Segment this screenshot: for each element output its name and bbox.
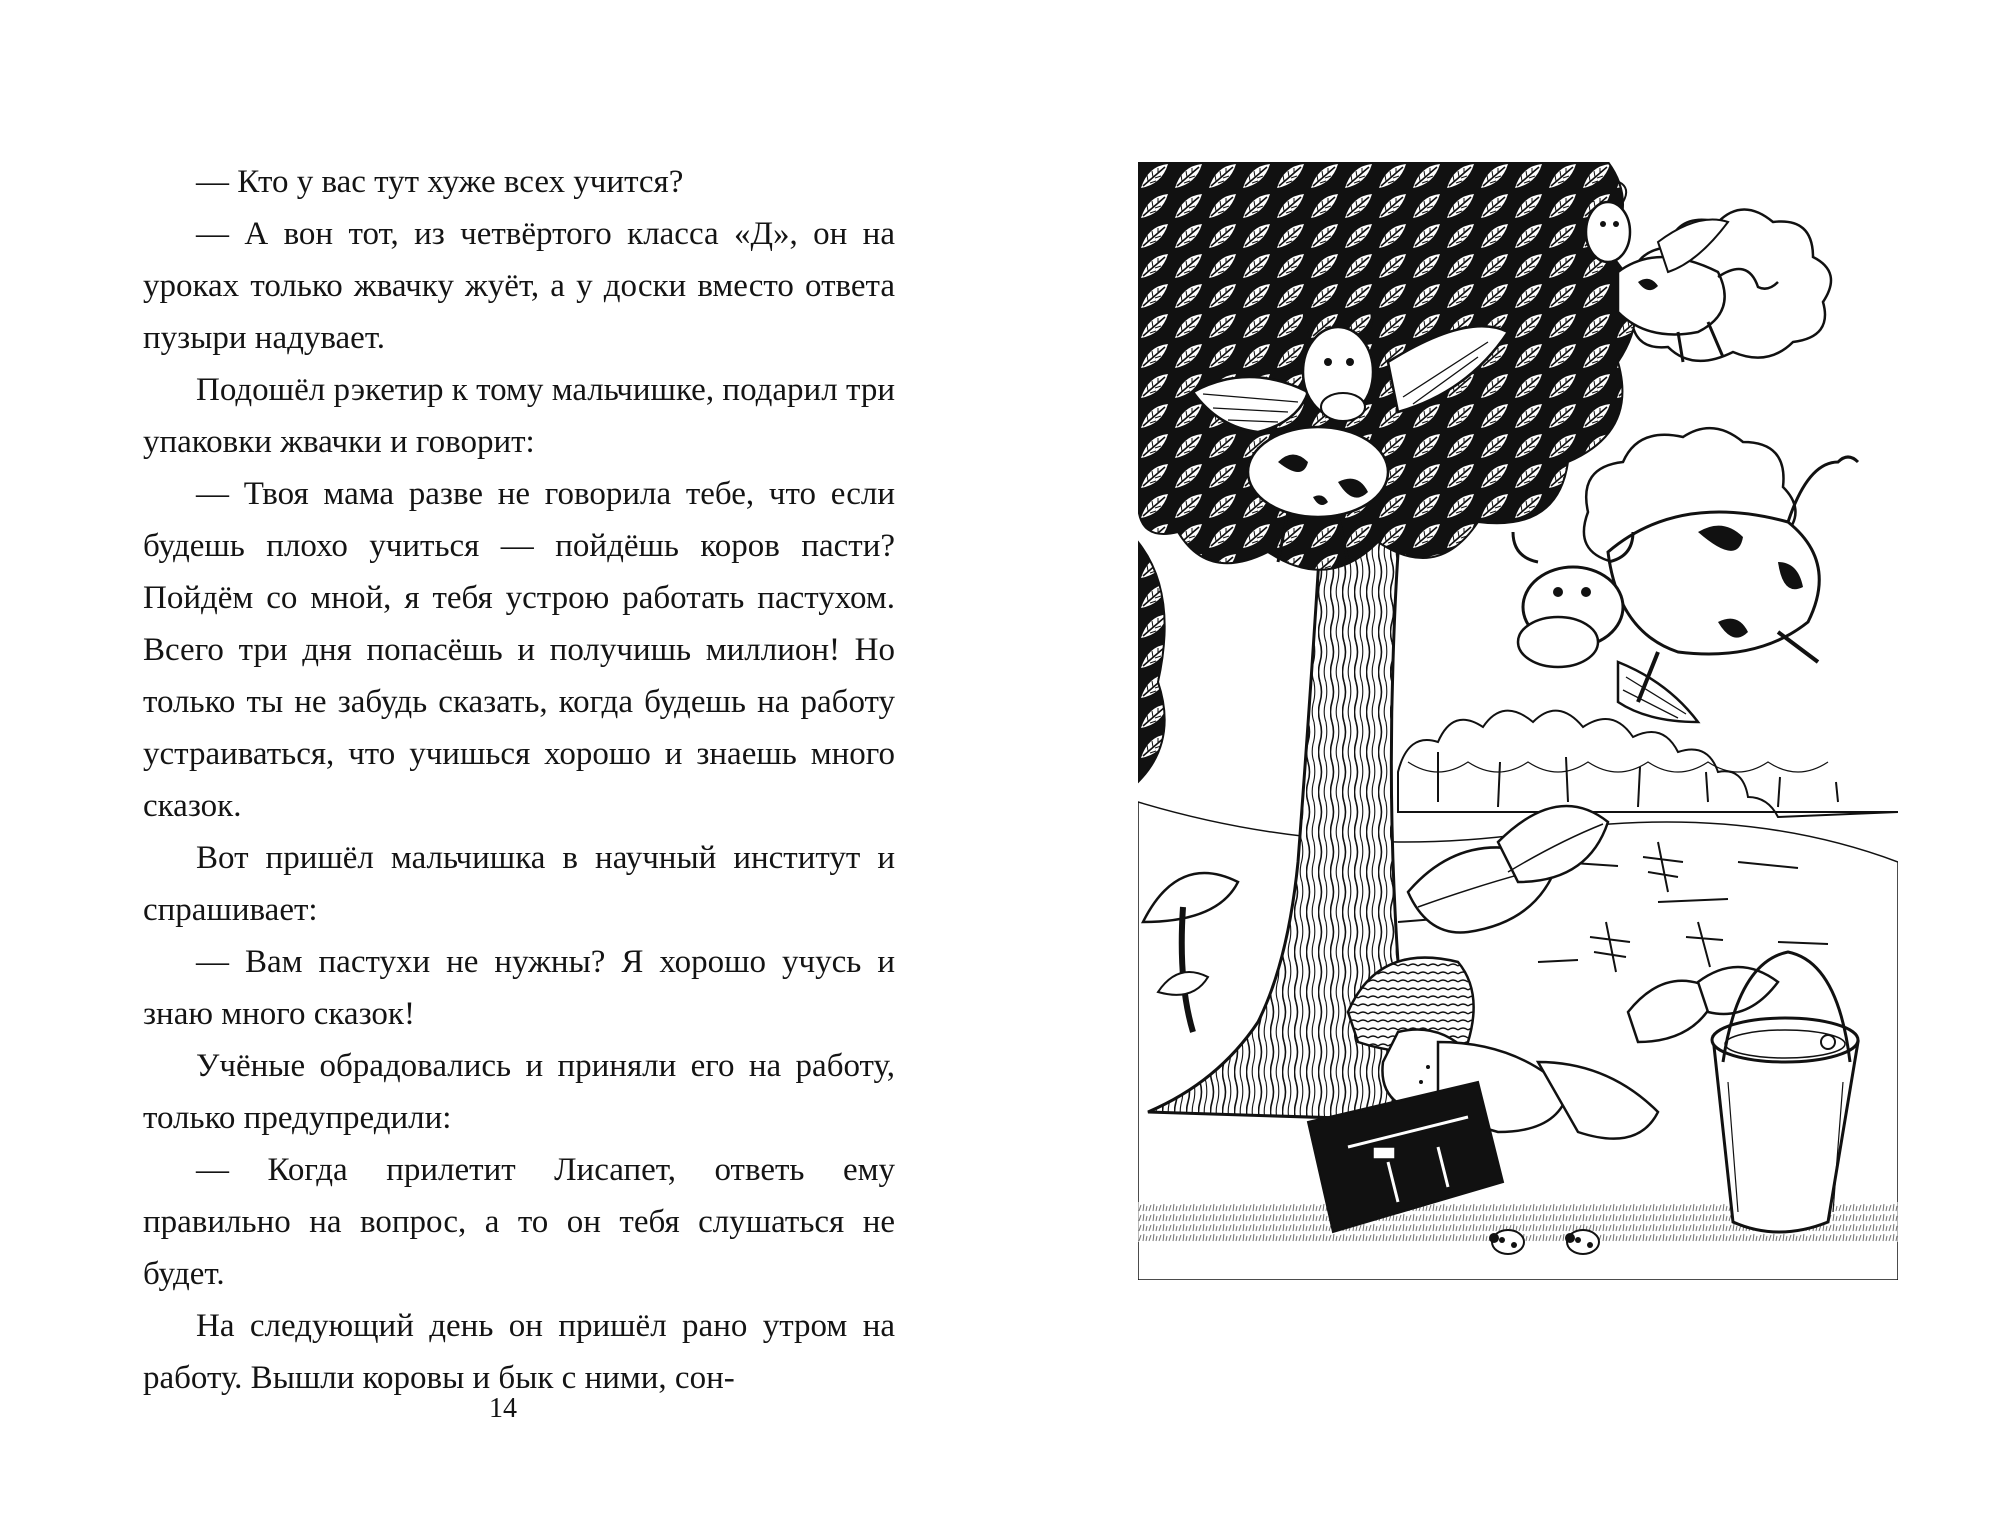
page-number: 14 [489, 1393, 517, 1424]
illustration-drawing [1138, 162, 1898, 1280]
paragraph: Учёные обрадовались и приняли его на работу, только предупредили: [143, 1048, 895, 1136]
paragraph: — А вон тот, из четвёртого класса «Д», он на уроках только жвачку жуёт, а у доски вместо ответа пузыри надувает. [143, 216, 895, 356]
illustration [1138, 162, 1898, 1280]
paragraph: Вот пришёл мальчишка в научный институт и спрашивает: [143, 840, 895, 928]
paragraph: — Кто у вас тут хуже всех учится? [196, 164, 684, 200]
text-block [143, 156, 895, 1404]
paragraph: Подошёл рэкетир к тому мальчишке, подарил три упаковки жвачки и говорит: [143, 372, 895, 460]
paragraph: — Когда прилетит Лисапет, ответь ему правильно на вопрос, а то он тебя слушаться не будет. [143, 1152, 895, 1292]
paragraph: — Вам пастухи не нужны? Я хорошо учусь и знаю много сказок! [143, 944, 895, 1032]
paragraph: — Твоя мама разве не говорила тебе, что если будешь плохо учиться — пойдёшь коров пасти? Пойдём со мной, я тебя устрою работать пастухом. Всего три дня попасёшь и получишь миллион! Но только ты не забудь сказать, когда будешь на работу устраиваться, что учишься хорошо и знаешь много сказок. [143, 476, 895, 824]
paragraph: На следующий день он пришёл рано утром на работу. Вышли коровы и бык с ними, сон- [143, 1308, 895, 1396]
